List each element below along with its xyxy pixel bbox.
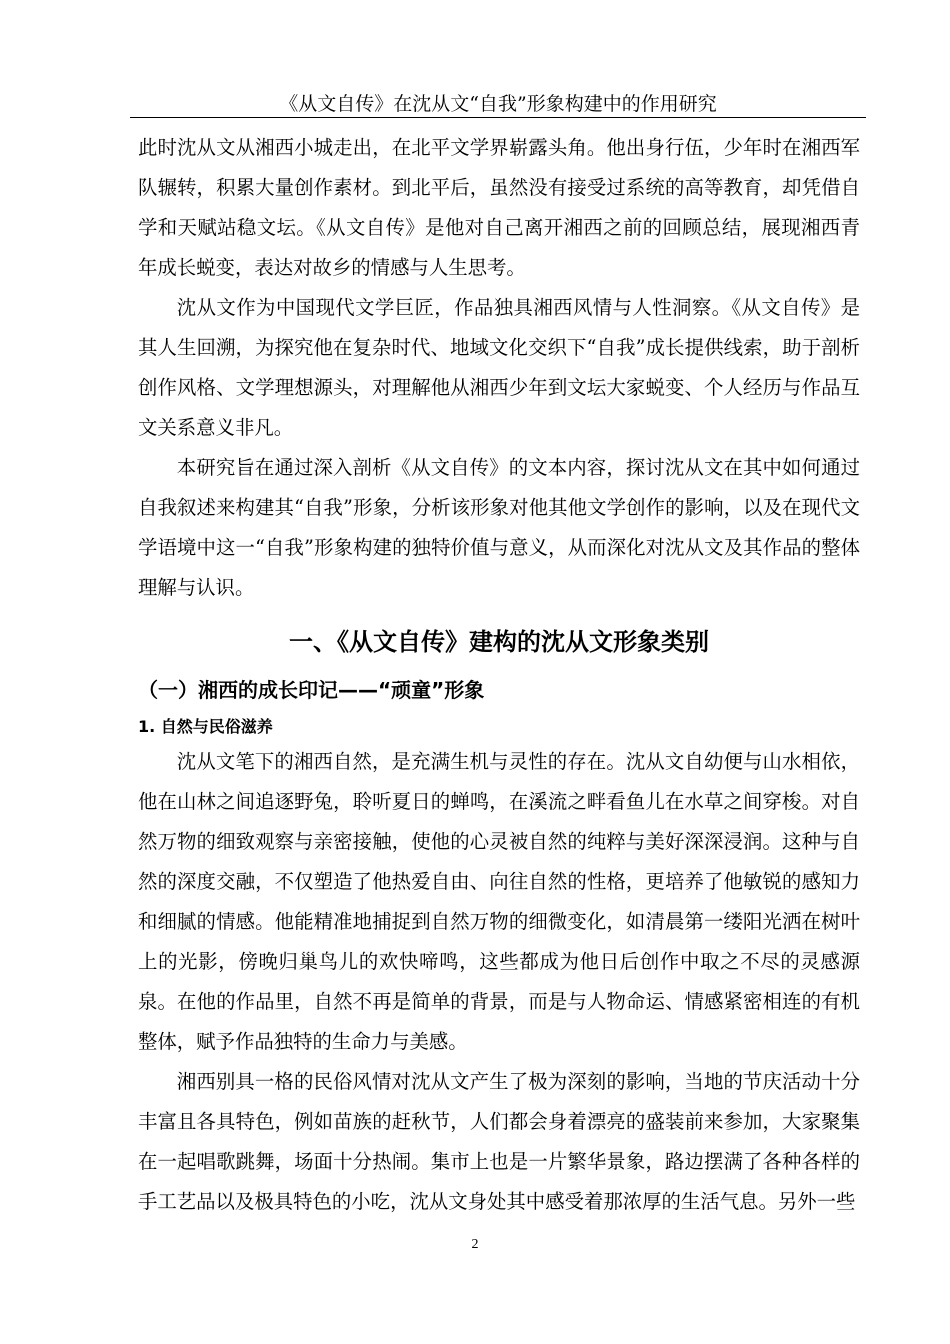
paragraph: 此时沈从文从湘西小城走出，在北平文学界崭露头角。他出身行伍，少年时在湘西军队辗转，积累大量创作素材。到北平后，虽然没有接受过系统的高等教育，却凭借自学和天赋站稳文坛。《从文自传》是他对自己离开湘西之前的回顾总结，展现湘西青年成长蜕变，表达对故乡的情感与人生思考。 — [138, 136, 860, 279]
subsection-heading: （一）湘西的成长印记——“顽童”形象 — [138, 678, 485, 702]
paragraph: 湘西别具一格的民俗风情对沈从文产生了极为深刻的影响，当地的节庆活动十分丰富且各具特色，例如苗族的赶秋节，人们都会身着漂亮的盛装前来参加，大家聚集在一起唱歌跳舞，场面十分热闹。集市上也是一片繁华景象，路边摆满了各种各样的手工艺品以及极具特色的小吃，沈从文身处其中感受着那浓厚的生活气息。另外一些 — [138, 1070, 860, 1213]
paragraph: 本研究旨在通过深入剖析《从文自传》的文本内容，探讨沈从文在其中如何通过自我叙述来构建其“自我”形象，分析该形象对他其他文学创作的影响，以及在现代文学语境中这一“自我”形象构建的独特价值与意义，从而深化对沈从文及其作品的整体理解与认识。 — [138, 456, 860, 599]
header-rule — [130, 117, 866, 118]
running-header: 《从文自传》在沈从文“自我”形象构建中的作用研究 — [279, 93, 717, 115]
section-heading: 一、《从文自传》建构的沈从文形象类别 — [289, 628, 709, 656]
sub-subsection-heading: 1. 自然与民俗滋养 — [138, 717, 273, 736]
paragraph: 沈从文笔下的湘西自然，是充满生机与灵性的存在。沈从文自幼便与山水相依，他在山林之间追逐野兔，聆听夏日的蝉鸣，在溪流之畔看鱼儿在水草之间穿梭。对自然万物的细致观察与亲密接触，使他的心灵被自然的纯粹与美好深深浸润。这种与自然的深度交融，不仅塑造了他热爱自由、向往自然的性格，更培养了他敏锐的感知力和细腻的情感。他能精准地捕捉到自然万物的细微变化，如清晨第一缕阳光洒在树叶上的光影，傍晚归巢鸟儿的欢快啼鸣，这些都成为他日后创作中取之不尽的灵感源泉。在他的作品里，自然不再是简单的背景，而是与人物命运、情感紧密相连的有机整体，赋予作品独特的生命力与美感。 — [138, 750, 860, 1053]
page-number: 2 — [471, 1237, 479, 1252]
body-text — [138, 128, 860, 1222]
paragraph: 沈从文作为中国现代文学巨匠，作品独具湘西风情与人性洞察。《从文自传》是其人生回溯，为探究他在复杂时代、地域文化交织下“自我”成长提供线索，助于剖析创作风格、文学理想源头，对理解他从湘西少年到文坛大家蜕变、个人经历与作品互文关系意义非凡。 — [138, 296, 860, 439]
